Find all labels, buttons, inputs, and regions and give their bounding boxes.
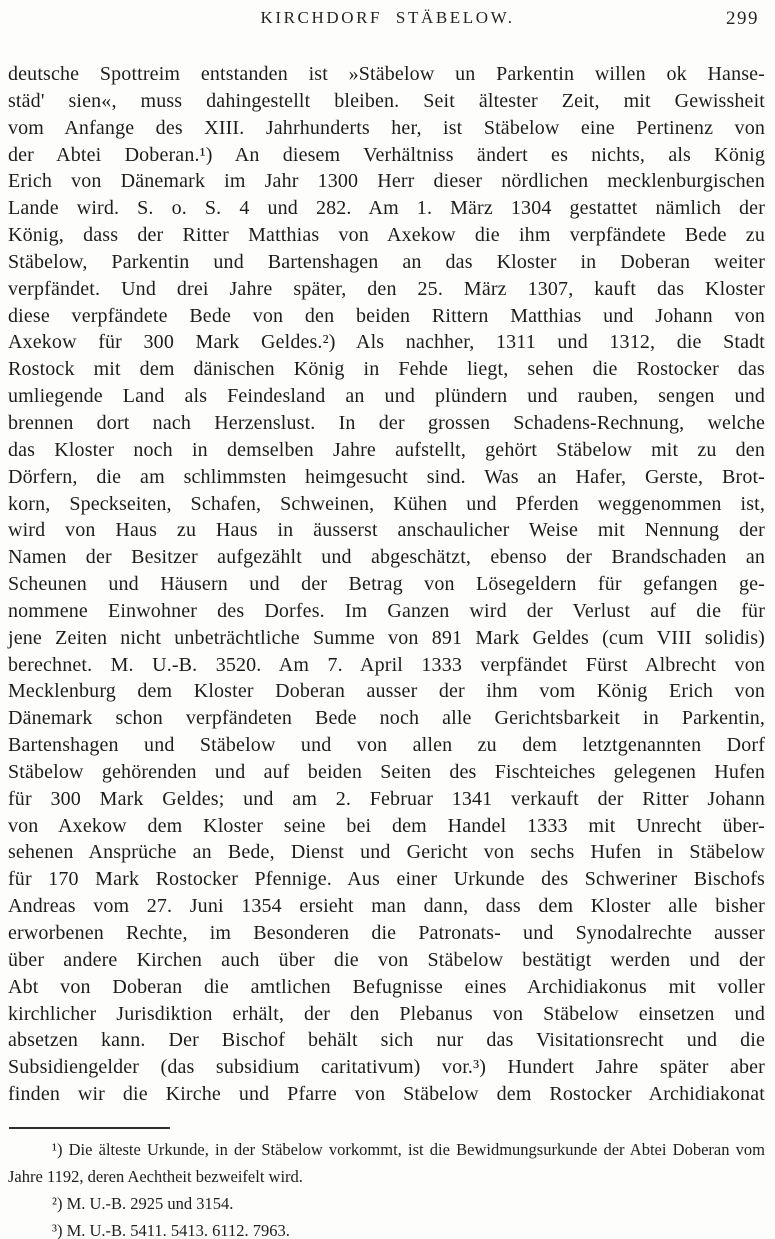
body-text-line: Mecklenburg dem Kloster Doberan ausser der ihm vom König Erich von xyxy=(8,680,765,703)
page-number: 299 xyxy=(726,8,759,29)
body-text-line: der Abtei Doberan.¹) An diesem Verhältniss ändert es nichts, als König xyxy=(8,143,765,166)
body-text-line: Stäbelow gehörenden und auf beiden Seiten des Fischteiches gelegenen Hufen xyxy=(8,760,765,783)
body-text-line: diese verpfändete Bede von den beiden Rittern Matthias und Johann von xyxy=(8,304,765,327)
body-text-line: für 300 Mark Geldes; und am 2. Februar 1341 verkauft der Ritter Johann xyxy=(8,787,765,810)
body-text-line: erworbenen Rechte, im Besonderen die Patronats- und Synodalrechte ausser xyxy=(8,922,765,944)
body-text-line: deutsche Spottreim entstanden ist »Stäbelow un Parkentin willen ok Hanse- xyxy=(8,63,765,85)
body-text-line: Rostock mit dem dänischen König in Fehde liegt, sehen die Rostocker das xyxy=(8,358,765,381)
footnote: ³) M. U.-B. 5411. 5413. 6112. 7963. xyxy=(52,1221,290,1239)
body-text-line: verpfändet. Und drei Jahre später, den 25. März 1307, kauft das Kloster xyxy=(8,277,765,300)
body-text-line: Abt von Doberan die amtlichen Befugnisse eines Archidiakonus mit voller xyxy=(8,975,765,998)
body-text-line: korn, Speckseiten, Schafen, Schweinen, Kühen und Pferden weggenommen ist, xyxy=(8,492,765,515)
body-text-line: Dörfern, die am schlimmsten heimgesucht sind. Was an Hafer, Gerste, Brot- xyxy=(8,465,765,488)
body-text-line: Axekow für 300 Mark Geldes.²) Als nachher, 1311 und 1312, die Stadt xyxy=(8,331,765,354)
footnote-separator-rule xyxy=(9,1127,170,1129)
footnote: ¹) Die älteste Urkunde, in der Stäbelow vorkommt, ist die Bewidmungsurkunde der Abtei Doberan vom Jahre 1192, deren Aechtheit bezweifelt wird. xyxy=(8,1140,765,1186)
body-text-line: wird von Haus zu Haus in äusserst anschaulicher Weise mit Nennung der xyxy=(8,519,765,542)
body-text-line: Andreas vom 27. Juni 1354 ersieht man dann, dass dem Kloster alle bisher xyxy=(8,895,765,918)
body-text-line: Erich von Dänemark im Jahr 1300 Herr dieser nördlichen mecklenburgischen xyxy=(8,170,765,193)
body-text-line: städ' sien«, muss dahingestellt bleiben. Seit ältester Zeit, mit Gewissheit xyxy=(8,89,765,112)
body-text-line: kirchlicher Jurisdiktion erhält, der den Plebanus von Stäbelow einsetzen und xyxy=(8,1002,765,1025)
footnote: ²) M. U.-B. 2925 und 3154. xyxy=(52,1194,234,1213)
body-text-line: brennen dort nach Herzenslust. In der grossen Schadens-Rechnung, welche xyxy=(8,411,765,434)
body-text-line: berechnet. M. U.-B. 3520. Am 7. April 1333 verpfändet Fürst Albrecht von xyxy=(8,653,765,676)
body-text-line: Lande wird. S. o. S. 4 und 282. Am 1. März 1304 gestattet nämlich der xyxy=(8,197,765,220)
body-text-block xyxy=(8,61,765,1108)
body-text-line: für 170 Mark Rostocker Pfennige. Aus einer Urkunde des Schweriner Bischofs xyxy=(8,868,765,891)
body-text-line: Bartenshagen und Stäbelow und von allen zu dem letztgenannten Dorf xyxy=(8,734,765,757)
body-text-line: sehenen Ansprüche an Bede, Dienst und Gericht von sechs Hufen in Stäbelow xyxy=(8,841,765,864)
body-text-line: das Kloster noch in demselben Jahre aufstellt, gehört Stäbelow mit zu den xyxy=(8,438,765,461)
body-text-line: nommene Einwohner des Dorfes. Im Ganzen wird der Verlust auf die für xyxy=(8,599,765,622)
body-text-line: König, dass der Ritter Matthias von Axekow die ihm verpfändete Bede zu xyxy=(8,224,765,247)
body-text-line: jene Zeiten nicht unbeträchtliche Summe von 891 Mark Geldes (cum VIII solidis) xyxy=(8,626,765,649)
body-text-line: Namen der Besitzer aufgezählt und abgeschätzt, ebenso der Brandschaden an xyxy=(8,546,765,569)
body-text-line: umliegende Land als Feindesland an und plündern und rauben, sengen und xyxy=(8,385,765,408)
running-header xyxy=(0,8,775,34)
body-text-line: vom Anfange des XIII. Jahrhunderts her, ist Stäbelow eine Pertinenz von xyxy=(8,116,765,139)
body-text-line: Scheunen und Häusern und der Betrag von Lösegeldern für gefangen ge- xyxy=(8,573,765,596)
body-text-line: von Axekow dem Kloster seine bei dem Handel 1333 mit Unrecht über- xyxy=(8,814,765,837)
body-text-line: Dänemark schon verpfändeten Bede noch alle Gerichtsbarkeit in Parkentin, xyxy=(8,707,765,730)
body-text-line: absetzen kann. Der Bischof behält sich nur das Visitationsrecht und die xyxy=(8,1029,765,1052)
page-heading: KIRCHDORF STÄBELOW. xyxy=(260,8,515,27)
body-text-line: Subsidiengelder (das subsidium caritativum) vor.³) Hundert Jahre später aber xyxy=(8,1056,765,1079)
footnotes-block xyxy=(8,1136,765,1239)
body-text-line: finden wir die Kirche und Pfarre von Stäbelow dem Rostocker Archidiakonat xyxy=(8,1083,765,1106)
body-text-line: über andere Kirchen auch über die von Stäbelow bestätigt werden und der xyxy=(8,948,765,971)
body-text-line: Stäbelow, Parkentin und Bartenshagen an das Kloster in Doberan weiter xyxy=(8,250,765,273)
